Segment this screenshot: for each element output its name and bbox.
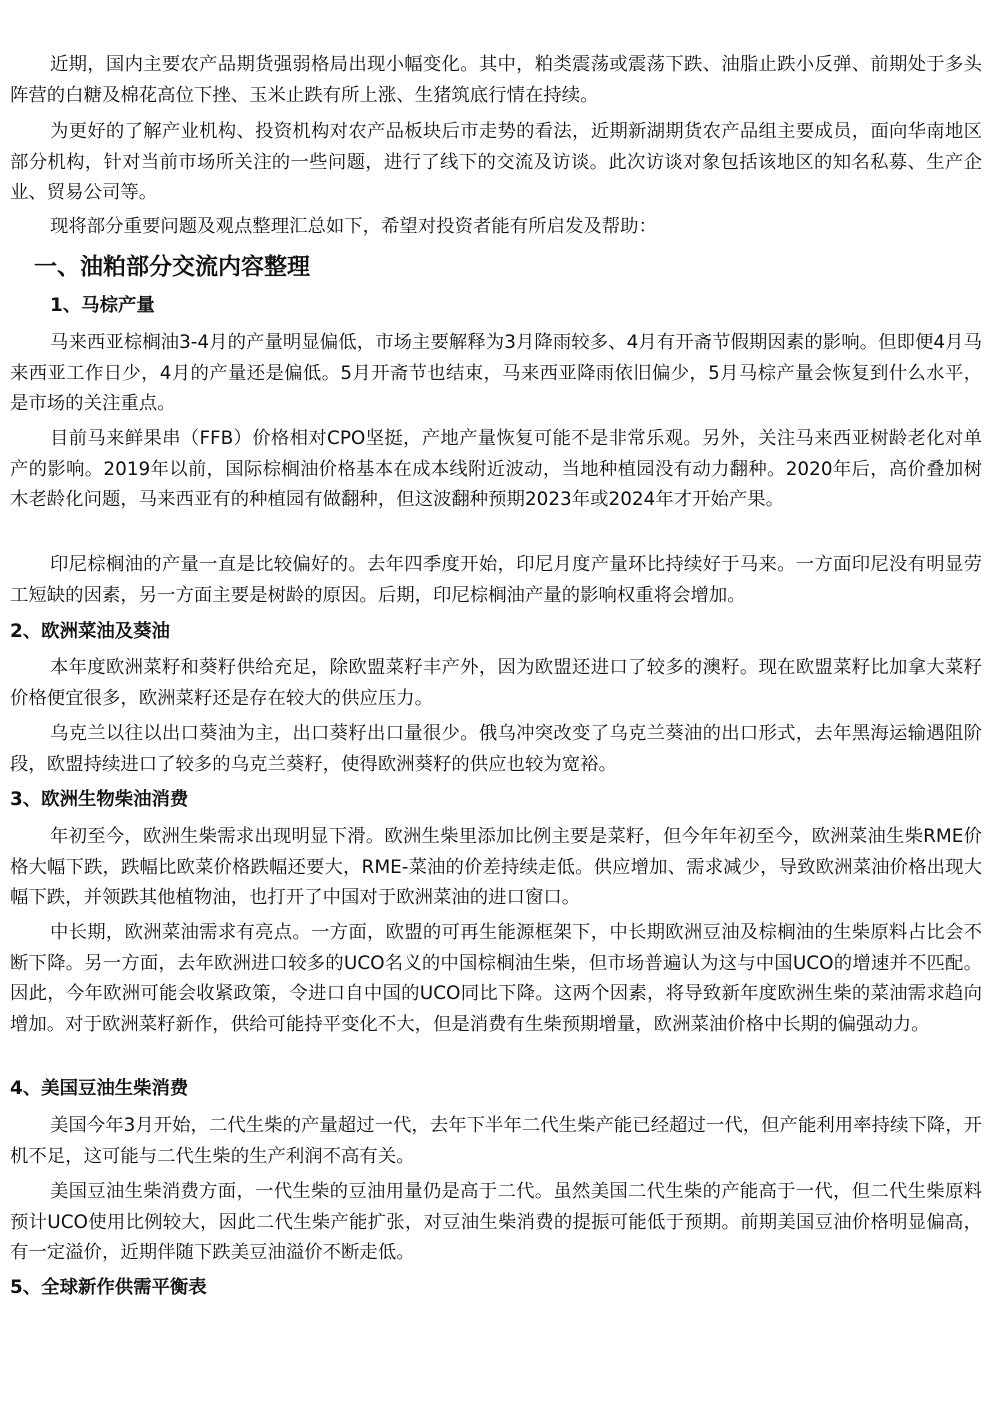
subsection-1-paragraph-2: 目前马来鲜果串（FFB）价格相对CPO坚挺，产地产量恢复可能不是非常乐观。另外，关注马来西亚树龄老化对单产的影响。2019年以前，国际棕榈油价格基本在成本线附近波动，当地种植园没有动力翻种。2020年后，高价叠加树木老龄化问题，马来西亚有的种植园有做翻种，但这波翻种预期2023年或2024年才开始产果。 — [10, 428, 982, 510]
subsection-1-paragraph-3: 印尼棕榈油的产量一直是比较偏好的。去年四季度开始，印尼月度产量环比持续好于马来。一方面印尼没有明显劳工短缺的因素，另一方面主要是树龄的原因。后期，印尼棕榈油产量的影响权重将会增加。 — [10, 554, 982, 606]
subsection-heading-4: 4、美国豆油生柴消费 — [10, 1078, 189, 1099]
subsection-1-paragraph-1: 马来西亚棕榈油3-4月的产量明显偏低，市场主要解释为3月降雨较多、4月有开斋节假期因素的影响。但即便4月马来西亚工作日少，4月的产量还是偏低。5月开斋节也结束，马来西亚降雨依旧偏少，5月马棕产量会恢复到什么水平，是市场的关注重点。 — [10, 332, 982, 414]
subsection-3-paragraph-2: 中长期，欧洲菜油需求有亮点。一方面，欧盟的可再生能源框架下，中长期欧洲豆油及棕榈油的生柴原料占比会不断下降。另一方面，去年欧洲进口较多的UCO名义的中国棕榈油生柴，但市场普遍认为这与中国UCO的增速并不匹配。因此，今年欧洲可能会收紧政策，令进口自中国的UCO同比下降。这两个因素，将导致新年度欧洲生柴的菜油需求趋向增加。对于欧洲菜籽新作，供给可能持平变化不大，但是消费有生柴预期增量，欧洲菜油价格中长期的偏强动力。 — [10, 922, 982, 1035]
intro-paragraph-3: 现将部分重要问题及观点整理汇总如下，希望对投资者能有所启发及帮助： — [50, 216, 657, 237]
subsection-heading-3: 3、欧洲生物柴油消费 — [10, 789, 189, 810]
subsection-3-paragraph-1: 年初至今，欧洲生柴需求出现明显下滑。欧洲生柴里添加比例主要是菜籽，但今年年初至今，欧洲菜油生柴RME价格大幅下跌，跌幅比欧菜价格跌幅还要大，RME-菜油的价差持续走低。供应增加、需求减少，导致欧洲菜油价格出现大幅下跌，并领跌其他植物油，也打开了中国对于欧洲菜油的进口窗口。 — [10, 826, 982, 908]
subsection-4-paragraph-1: 美国今年3月开始，二代生柴的产量超过一代，去年下半年二代生柴产能已经超过一代，但产能利用率持续下降，开机不足，这可能与二代生柴的生产利润不高有关。 — [10, 1115, 982, 1167]
subsection-heading-5: 5、全球新作供需平衡表 — [10, 1277, 207, 1298]
subsection-2-paragraph-1: 本年度欧洲菜籽和葵籽供给充足，除欧盟菜籽丰产外，因为欧盟还进口了较多的澳籽。现在欧盟菜籽比加拿大菜籽价格便宜很多，欧洲菜籽还是存在较大的供应压力。 — [10, 657, 982, 709]
section-heading-1: 一、油粕部分交流内容整理 — [34, 254, 310, 280]
intro-paragraph-2: 为更好的了解产业机构、投资机构对农产品板块后市走势的看法，近期新湖期货农产品组主要成员，面向华南地区部分机构，针对当前市场所关注的一些问题，进行了线下的交流及访谈。此次访谈对象包括该地区的知名私募、生产企业、贸易公司等。 — [10, 121, 982, 203]
subsection-heading-1: 1、马棕产量 — [50, 295, 155, 316]
subsection-4-paragraph-2: 美国豆油生柴消费方面，一代生柴的豆油用量仍是高于二代。虽然美国二代生柴的产能高于一代，但二代生柴原料预计UCO使用比例较大，因此二代生柴产能扩张，对豆油生柴消费的提振可能低于预期。前期美国豆油价格明显偏高，有一定溢价，近期伴随下跌美豆油溢价不断走低。 — [10, 1181, 982, 1263]
intro-paragraph-1: 近期，国内主要农产品期货强弱格局出现小幅变化。其中，粕类震荡或震荡下跌、油脂止跌小反弹、前期处于多头阵营的白糖及棉花高位下挫、玉米止跌有所上涨、生猪筑底行情在持续。 — [10, 54, 982, 106]
subsection-heading-2: 2、欧洲菜油及葵油 — [10, 621, 170, 642]
subsection-2-paragraph-2: 乌克兰以往以出口葵油为主，出口葵籽出口量很少。俄乌冲突改变了乌克兰葵油的出口形式，去年黑海运输遇阻阶段，欧盟持续进口了较多的乌克兰葵籽，使得欧洲葵籽的供应也较为宽裕。 — [10, 723, 982, 775]
